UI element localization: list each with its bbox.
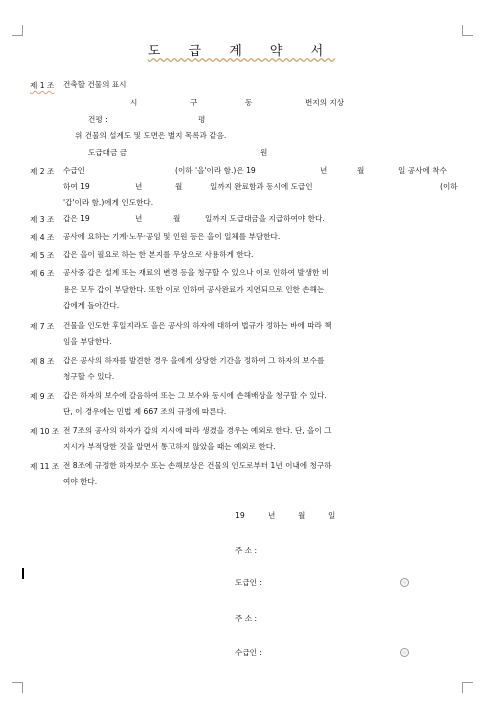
art7-line: 임을 부담한다. xyxy=(63,337,112,346)
art2-text: 수급인 xyxy=(63,166,86,175)
page-corner-mark xyxy=(462,682,473,693)
art3-text: 갑은 19 xyxy=(63,214,90,223)
seal-icon xyxy=(400,648,409,657)
art2-text: 월 xyxy=(175,182,183,191)
address-label: 주 소 : xyxy=(235,546,258,555)
art11-line: 여야 한다. xyxy=(63,477,98,486)
address-gu: 구 xyxy=(190,98,198,107)
article-number: 제 6 조 xyxy=(30,269,55,278)
recipient-label: 수급인 : xyxy=(235,648,262,657)
art3-text: 일까지 도급대금을 지급하여야 한다. xyxy=(205,214,325,223)
address-dong: 동 xyxy=(245,98,253,107)
page-corner-mark xyxy=(12,25,23,36)
article-number: 제 7 조 xyxy=(30,322,55,331)
drawing-note: 위 건물의 설계도 및 도면은 별지 목록과 같음. xyxy=(75,131,227,140)
art9-line: 단, 이 경우에는 민법 제 667 조의 규정에 따른다. xyxy=(63,407,227,416)
date-year-unit: 년 xyxy=(268,511,276,520)
art9-line: 갑은 하자의 보수에 갈음하여 또는 그 보수와 동시에 손해배상을 청구할 수 있다. xyxy=(63,391,327,400)
art10-line: 지시가 부적당한 것을 알면서 통고하지 않았을 때는 예외로 한다. xyxy=(63,442,276,451)
art2-text: '갑'이라 함.)에게 인도한다. xyxy=(63,198,154,207)
address-si: 시 xyxy=(130,98,138,107)
art10-line: 전 7조의 공사의 하자가 갑의 지시에 따라 생겼을 경우는 예외로 한다. 단, 을이 그 xyxy=(63,426,332,435)
date-day: 일 xyxy=(328,511,336,520)
article-number: 제 9 조 xyxy=(30,392,55,401)
page-corner-mark xyxy=(12,682,23,693)
document-title xyxy=(0,40,483,59)
article-number: 제 2 조 xyxy=(30,167,55,176)
article-number: 제 11 조 xyxy=(30,462,60,471)
art7-line: 건물을 인도한 후일지라도 을은 공사의 하자에 대하여 법규가 정하는 바에 따라 책 xyxy=(63,321,332,330)
art2-text: (이하 xyxy=(440,182,458,191)
address-label: 주 소 : xyxy=(235,614,258,623)
art8-line: 청구할 수 있다. xyxy=(63,372,115,381)
article-number: 제 10 조 xyxy=(30,427,60,436)
art11-line: 전 8조에 규정한 하자보수 또는 손해보상은 건물의 인도로부터 1년 이내에 청구하 xyxy=(63,461,332,470)
price-label: 도급대금 금 xyxy=(88,148,128,157)
art2-text: 일 공사에 착수 xyxy=(398,166,447,175)
date-month: 월 xyxy=(298,511,306,520)
art6-line: 갑에게 돌아간다. xyxy=(63,301,120,310)
seal-icon xyxy=(400,578,409,587)
art2-text: 월 xyxy=(357,166,365,175)
article-number: 제 5 조 xyxy=(30,251,55,260)
address-bunji: 번지의 지상 xyxy=(305,98,345,107)
art6-line: 용은 모두 갑이 부담한다. 또한 이로 인하여 공사완료가 지연되므로 인한 손해는 xyxy=(63,285,325,294)
area-unit: 평 xyxy=(198,115,206,124)
article-number: 제 3 조 xyxy=(30,215,55,224)
page-corner-mark xyxy=(462,25,473,36)
article-text: 공사에 요하는 기계·노무·공임 및 인원 등은 을이 일체를 부담한다. xyxy=(63,232,281,241)
art2-text: 년 xyxy=(320,166,328,175)
art2-text: (이하 '을'이라 함.)은 19 xyxy=(175,166,256,175)
art2-text: 일까지 완료함과 동시에 도급인 xyxy=(210,182,313,191)
article-text: 갑은 을이 필요로 하는 한 본지를 무상으로 사용하게 한다. xyxy=(63,250,254,259)
article-number: 제 8 조 xyxy=(30,357,55,366)
art6-line: 공사중 갑은 설계 또는 재료의 변경 등을 청구할 수 있으나 이로 인하여 발생한 비 xyxy=(63,268,330,277)
date-year: 19 xyxy=(235,511,245,520)
area-label: 건평 : xyxy=(88,115,108,124)
text-cursor xyxy=(22,568,24,579)
article-number: 제 1 조 xyxy=(30,81,55,90)
article-number: 제 4 조 xyxy=(30,233,55,242)
art2-text: 하여 19 xyxy=(63,182,90,191)
price-unit: 원 xyxy=(260,148,268,157)
art3-text: 년 xyxy=(135,214,143,223)
art2-text: 년 xyxy=(135,182,143,191)
title-text: 도 급 계 약 서 xyxy=(147,44,336,59)
art8-line: 갑은 공사의 하자를 발견한 경우 을에게 상당한 기간을 정하여 그 하자의 보수를 xyxy=(63,356,325,365)
contractor-label: 도급인 : xyxy=(235,578,262,587)
article-text: 건축할 건물의 표시 xyxy=(63,80,127,89)
art3-text: 월 xyxy=(173,214,181,223)
